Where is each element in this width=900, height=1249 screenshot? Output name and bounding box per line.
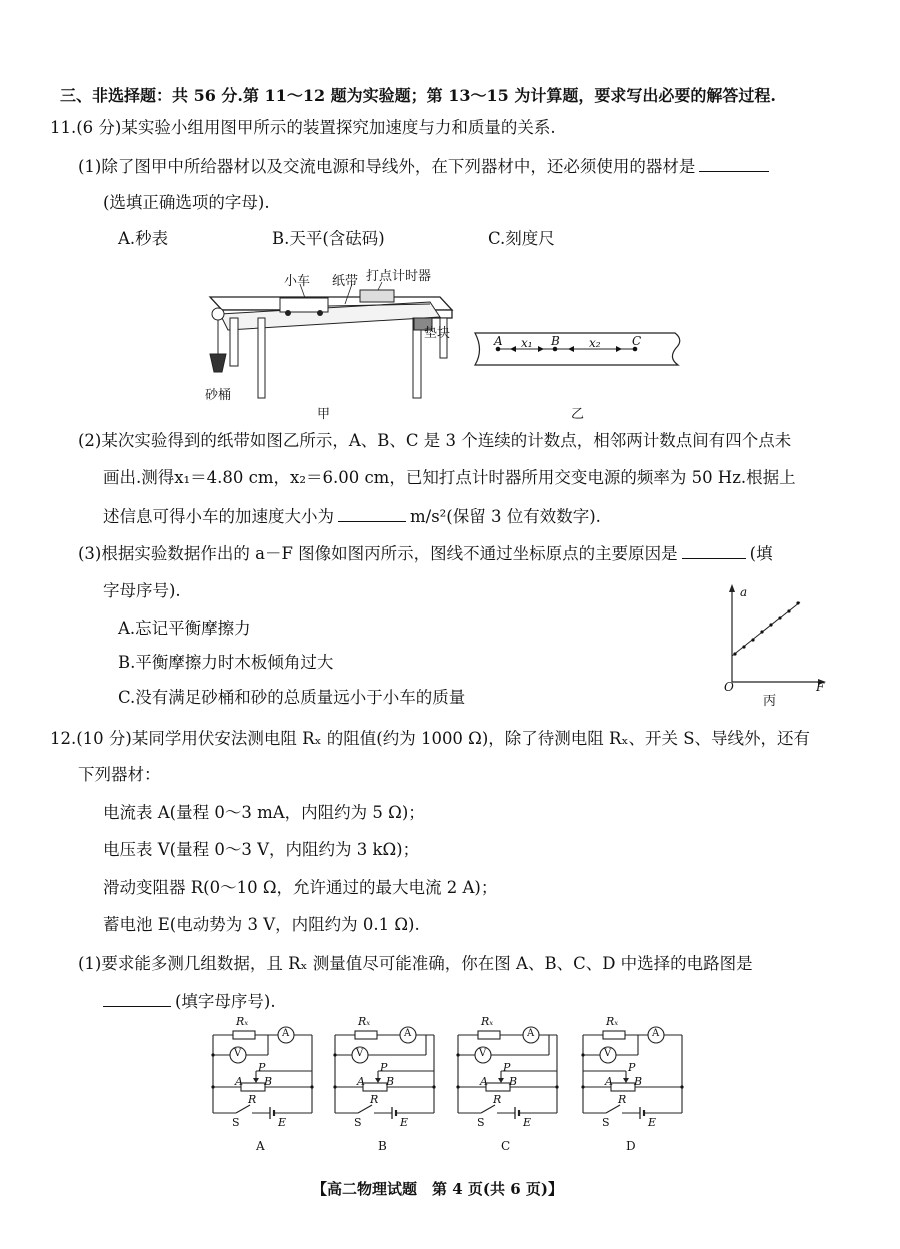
section-title: 三、非选择题：共 56 分.第 11～12 题为实验题；第 13～15 为计算题，要求写出必要的解答过程. [60, 86, 776, 105]
figure-jia-label: 甲 [317, 407, 331, 422]
switch-s-label: S [232, 1116, 240, 1129]
equipment-rheostat: 滑动变阻器 R(0～10 Ω，允许通过的最大电流 2 A)； [103, 878, 498, 897]
battery-e-label: E [648, 1116, 657, 1129]
equipment-ammeter: 电流表 A(量程 0～3 mA，内阻约为 5 Ω)； [103, 803, 425, 822]
voltmeter-symbol: V [479, 1048, 487, 1059]
circuit-option-label: A [256, 1139, 265, 1153]
slider-p-label: P [628, 1061, 636, 1074]
answer-blank[interactable] [103, 990, 171, 1007]
circuit-option-label: C [501, 1139, 511, 1153]
q11-p2-line3: 述信息可得小车的加速度大小为 m/s²(保留 3 位有效数字). [103, 507, 601, 526]
circuit-diagram-c [453, 1015, 563, 1153]
rheostat-end-a-label: A [480, 1075, 488, 1088]
rheostat-end-b-label: B [509, 1075, 518, 1088]
voltmeter-symbol: V [234, 1048, 242, 1059]
q11-p3-option-c: C.没有满足砂桶和砂的总质量远小于小车的质量 [118, 688, 466, 707]
circuit-diagram-b [330, 1015, 440, 1153]
voltmeter-symbol: V [604, 1048, 612, 1059]
battery-e-label: E [400, 1116, 409, 1129]
tape-x2: x₂ [589, 336, 601, 350]
q11-p2-line2: 画出.测得x₁＝4.80 cm，x₂＝6.00 cm，已知打点计时器所用交变电源的频率为 50 Hz.根据上 [103, 468, 796, 487]
graph-axis-f: F [816, 680, 825, 694]
option-c: C.刻度尺 [488, 229, 555, 248]
rheostat-end-b-label: B [634, 1075, 643, 1088]
rheostat-r-label: R [493, 1093, 502, 1106]
rheostat-r-label: R [370, 1093, 379, 1106]
label-block: 垫块 [424, 326, 451, 341]
slider-p-label: P [380, 1061, 388, 1074]
q12-stem-line1: 12.(10 分)某同学用伏安法测电阻 Rₓ 的阻值(约为 1000 Ω)，除了待测电阻 Rₓ、开关 S、导线外，还有 [50, 729, 811, 748]
rx-label: Rₓ [606, 1015, 619, 1028]
rheostat-end-a-label: A [357, 1075, 365, 1088]
ammeter-symbol: A [282, 1028, 290, 1039]
equipment-battery: 蓄电池 E(电动势为 3 V，内阻约为 0.1 Ω). [103, 915, 420, 934]
q11-p3-option-b: B.平衡摩擦力时木板倾角过大 [118, 653, 334, 672]
tape-point-b: B [551, 334, 560, 348]
rheostat-end-b-label: B [264, 1075, 273, 1088]
q11-p2-line1: (2)某次实验得到的纸带如图乙所示，A、B、C 是 3 个连续的计数点，相邻两计数点间有四个点未 [78, 431, 792, 450]
rheostat-r-label: R [618, 1093, 627, 1106]
rheostat-end-b-label: B [386, 1075, 395, 1088]
q11-p3-line2: 字母序号). [103, 581, 181, 600]
battery-e-label: E [278, 1116, 287, 1129]
rheostat-r-label: R [248, 1093, 257, 1106]
rheostat-end-a-label: A [235, 1075, 243, 1088]
q11-p1-line1: (1)除了图甲中所给器材以及交流电源和导线外，在下列器材中，还必须使用的器材是 [78, 155, 769, 178]
label-tape: 纸带 [332, 274, 359, 289]
tape-point-a: A [494, 334, 503, 348]
q11-stem: 11.(6 分)某实验小组用图甲所示的装置探究加速度与力和质量的关系. [50, 118, 556, 137]
tape-point-c: C [632, 334, 642, 348]
figure-jia-apparatus [200, 262, 460, 422]
battery-e-label: E [523, 1116, 532, 1129]
circuit-option-label: B [378, 1139, 387, 1153]
switch-s-label: S [354, 1116, 362, 1129]
q12-stem-line2: 下列器材： [78, 765, 161, 784]
q11-p3-option-a: A.忘记平衡摩擦力 [118, 619, 251, 638]
option-b: B.天平(含砝码) [272, 229, 385, 248]
answer-blank[interactable] [338, 505, 406, 522]
rheostat-end-a-label: A [605, 1075, 613, 1088]
circuit-diagram-d [578, 1015, 688, 1153]
figure-yi-tape [470, 330, 690, 370]
q12-p1-line1: (1)要求能多测几组数据，且 Rₓ 测量值尽可能准确，你在图 A、B、C、D 中选择的电路图是 [78, 954, 753, 973]
label-timer: 打点计时器 [366, 269, 432, 284]
circuit-diagram-a [208, 1015, 318, 1153]
tape-x1: x₁ [521, 336, 533, 350]
ammeter-symbol: A [527, 1028, 535, 1039]
circuit-option-label: D [626, 1139, 636, 1153]
answer-blank[interactable] [699, 155, 769, 172]
ammeter-symbol: A [404, 1028, 412, 1039]
figure-bing-label: 丙 [763, 694, 777, 709]
label-bucket: 砂桶 [205, 388, 232, 403]
rx-label: Rₓ [358, 1015, 371, 1028]
answer-blank[interactable] [682, 542, 746, 559]
q12-p1-line2: (填字母序号). [103, 990, 276, 1013]
page-footer: 【高二物理试题 第 4 页(共 6 页)】 [312, 1180, 563, 1198]
slider-p-label: P [258, 1061, 266, 1074]
figure-yi-label: 乙 [571, 407, 585, 422]
graph-axis-a: a [740, 585, 748, 599]
slider-p-label: P [503, 1061, 511, 1074]
label-car: 小车 [284, 274, 311, 289]
ammeter-symbol: A [652, 1028, 660, 1039]
q11-p3-line1: (3)根据实验数据作出的 a－F 图像如图丙所示，图线不通过坐标原点的主要原因是 (填 [78, 544, 773, 563]
switch-s-label: S [477, 1116, 485, 1129]
equipment-voltmeter: 电压表 V(量程 0～3 V，内阻约为 3 kΩ)； [103, 840, 420, 859]
figure-bing-graph [722, 582, 832, 692]
rx-label: Rₓ [236, 1015, 249, 1028]
option-a: A.秒表 [118, 229, 169, 248]
q11-p1-line2: (选填正确选项的字母). [103, 193, 270, 212]
graph-origin: O [724, 680, 734, 694]
rx-label: Rₓ [481, 1015, 494, 1028]
switch-s-label: S [602, 1116, 610, 1129]
voltmeter-symbol: V [356, 1048, 364, 1059]
